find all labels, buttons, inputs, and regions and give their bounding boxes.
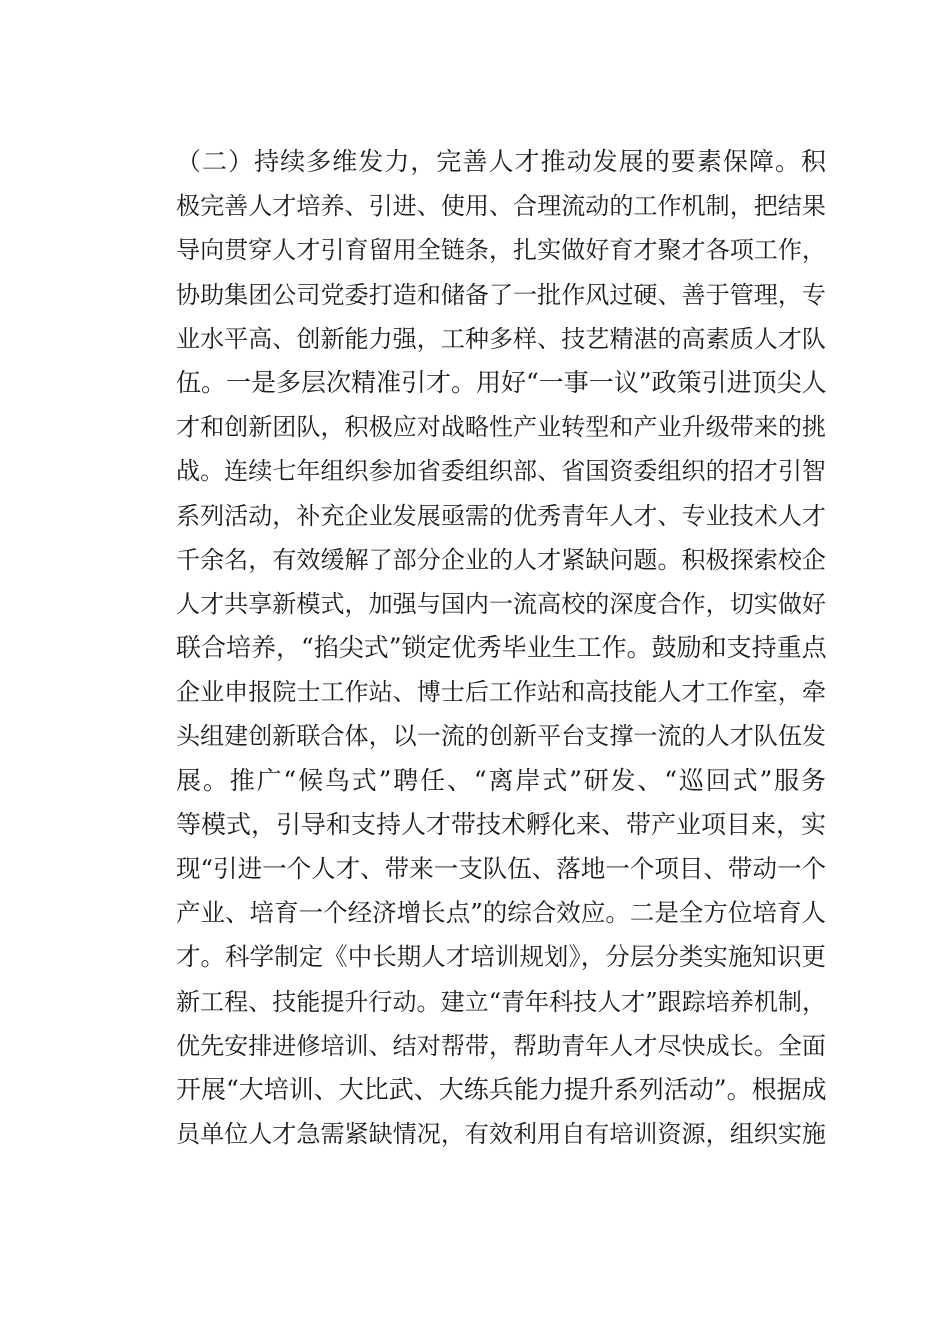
text-line: 开展“大培训、大比武、大练兵能力提升系列活动”。根据成: [176, 1074, 827, 1104]
text-line: 战。连续七年组织参加省委组织部、省国资委组织的招才引智: [176, 457, 826, 486]
body-paragraph: [176, 140, 826, 1156]
text-line: 才。科学制定《中长期人才培训规划》，分层分类实施知识更: [176, 942, 826, 972]
text-line: 才和创新团队，积极应对战略性产业转型和产业升级带来的挑: [176, 413, 826, 442]
text-line: 伍。一是多层次精准引才。用好“一事一议”政策引进顶尖人: [176, 367, 827, 397]
text-line: 现“引进一个人才、带来一支队伍、落地一个项目、带动一个: [176, 854, 826, 883]
text-line: 人才共享新模式，加强与国内一流高校的深度合作，切实做好: [176, 589, 826, 618]
text-line: 等模式，引导和支持人才带技术孵化来、带产业项目来，实: [176, 809, 827, 839]
text-line: 极完善人才培养、引进、使用、合理流动的工作机制，把结果: [176, 192, 826, 221]
text-line: 新工程、技能提升行动。建立“青年科技人才”跟踪培养机制，: [176, 987, 826, 1016]
text-line: 联合培养，“掐尖式”锁定优秀毕业生工作。鼓励和支持重点: [176, 633, 827, 663]
text-line: 员单位人才急需紧缺情况，有效利用自有培训资源，组织实施: [176, 1120, 826, 1149]
text-line: 系列活动，补充企业发展亟需的优秀青年人才、专业技术人才: [176, 501, 826, 530]
text-line: 导向贯穿人才引育留用全链条，扎实做好育才聚才各项工作，: [176, 236, 826, 265]
text-line: （二）持续多维发力，完善人才推动发展的要素保障。积: [176, 147, 826, 176]
text-line: 企业申报院士工作站、博士后工作站和高技能人才工作室，牵: [176, 678, 826, 707]
text-line: 协助集团公司党委打造和储备了一批作风过硬、善于管理，专: [176, 280, 826, 309]
text-line: 展。推广“候鸟式”聘任、“离岸式”研发、“巡回式”服务: [176, 765, 826, 795]
text-line: 千余名，有效缓解了部分企业的人才紧缺问题。积极探索校企: [176, 545, 826, 574]
text-line: 业水平高、创新能力强，工种多样、技艺精湛的高素质人才队: [176, 324, 826, 353]
text-line: 优先安排进修培训、结对帮带，帮助青年人才尽快成长。全面: [176, 1031, 826, 1060]
text-line: 头组建创新联合体，以一流的创新平台支撑一流的人才队伍发: [176, 722, 826, 751]
text-line: 产业、培育一个经济增长点”的综合效应。二是全方位培育人: [176, 898, 826, 928]
